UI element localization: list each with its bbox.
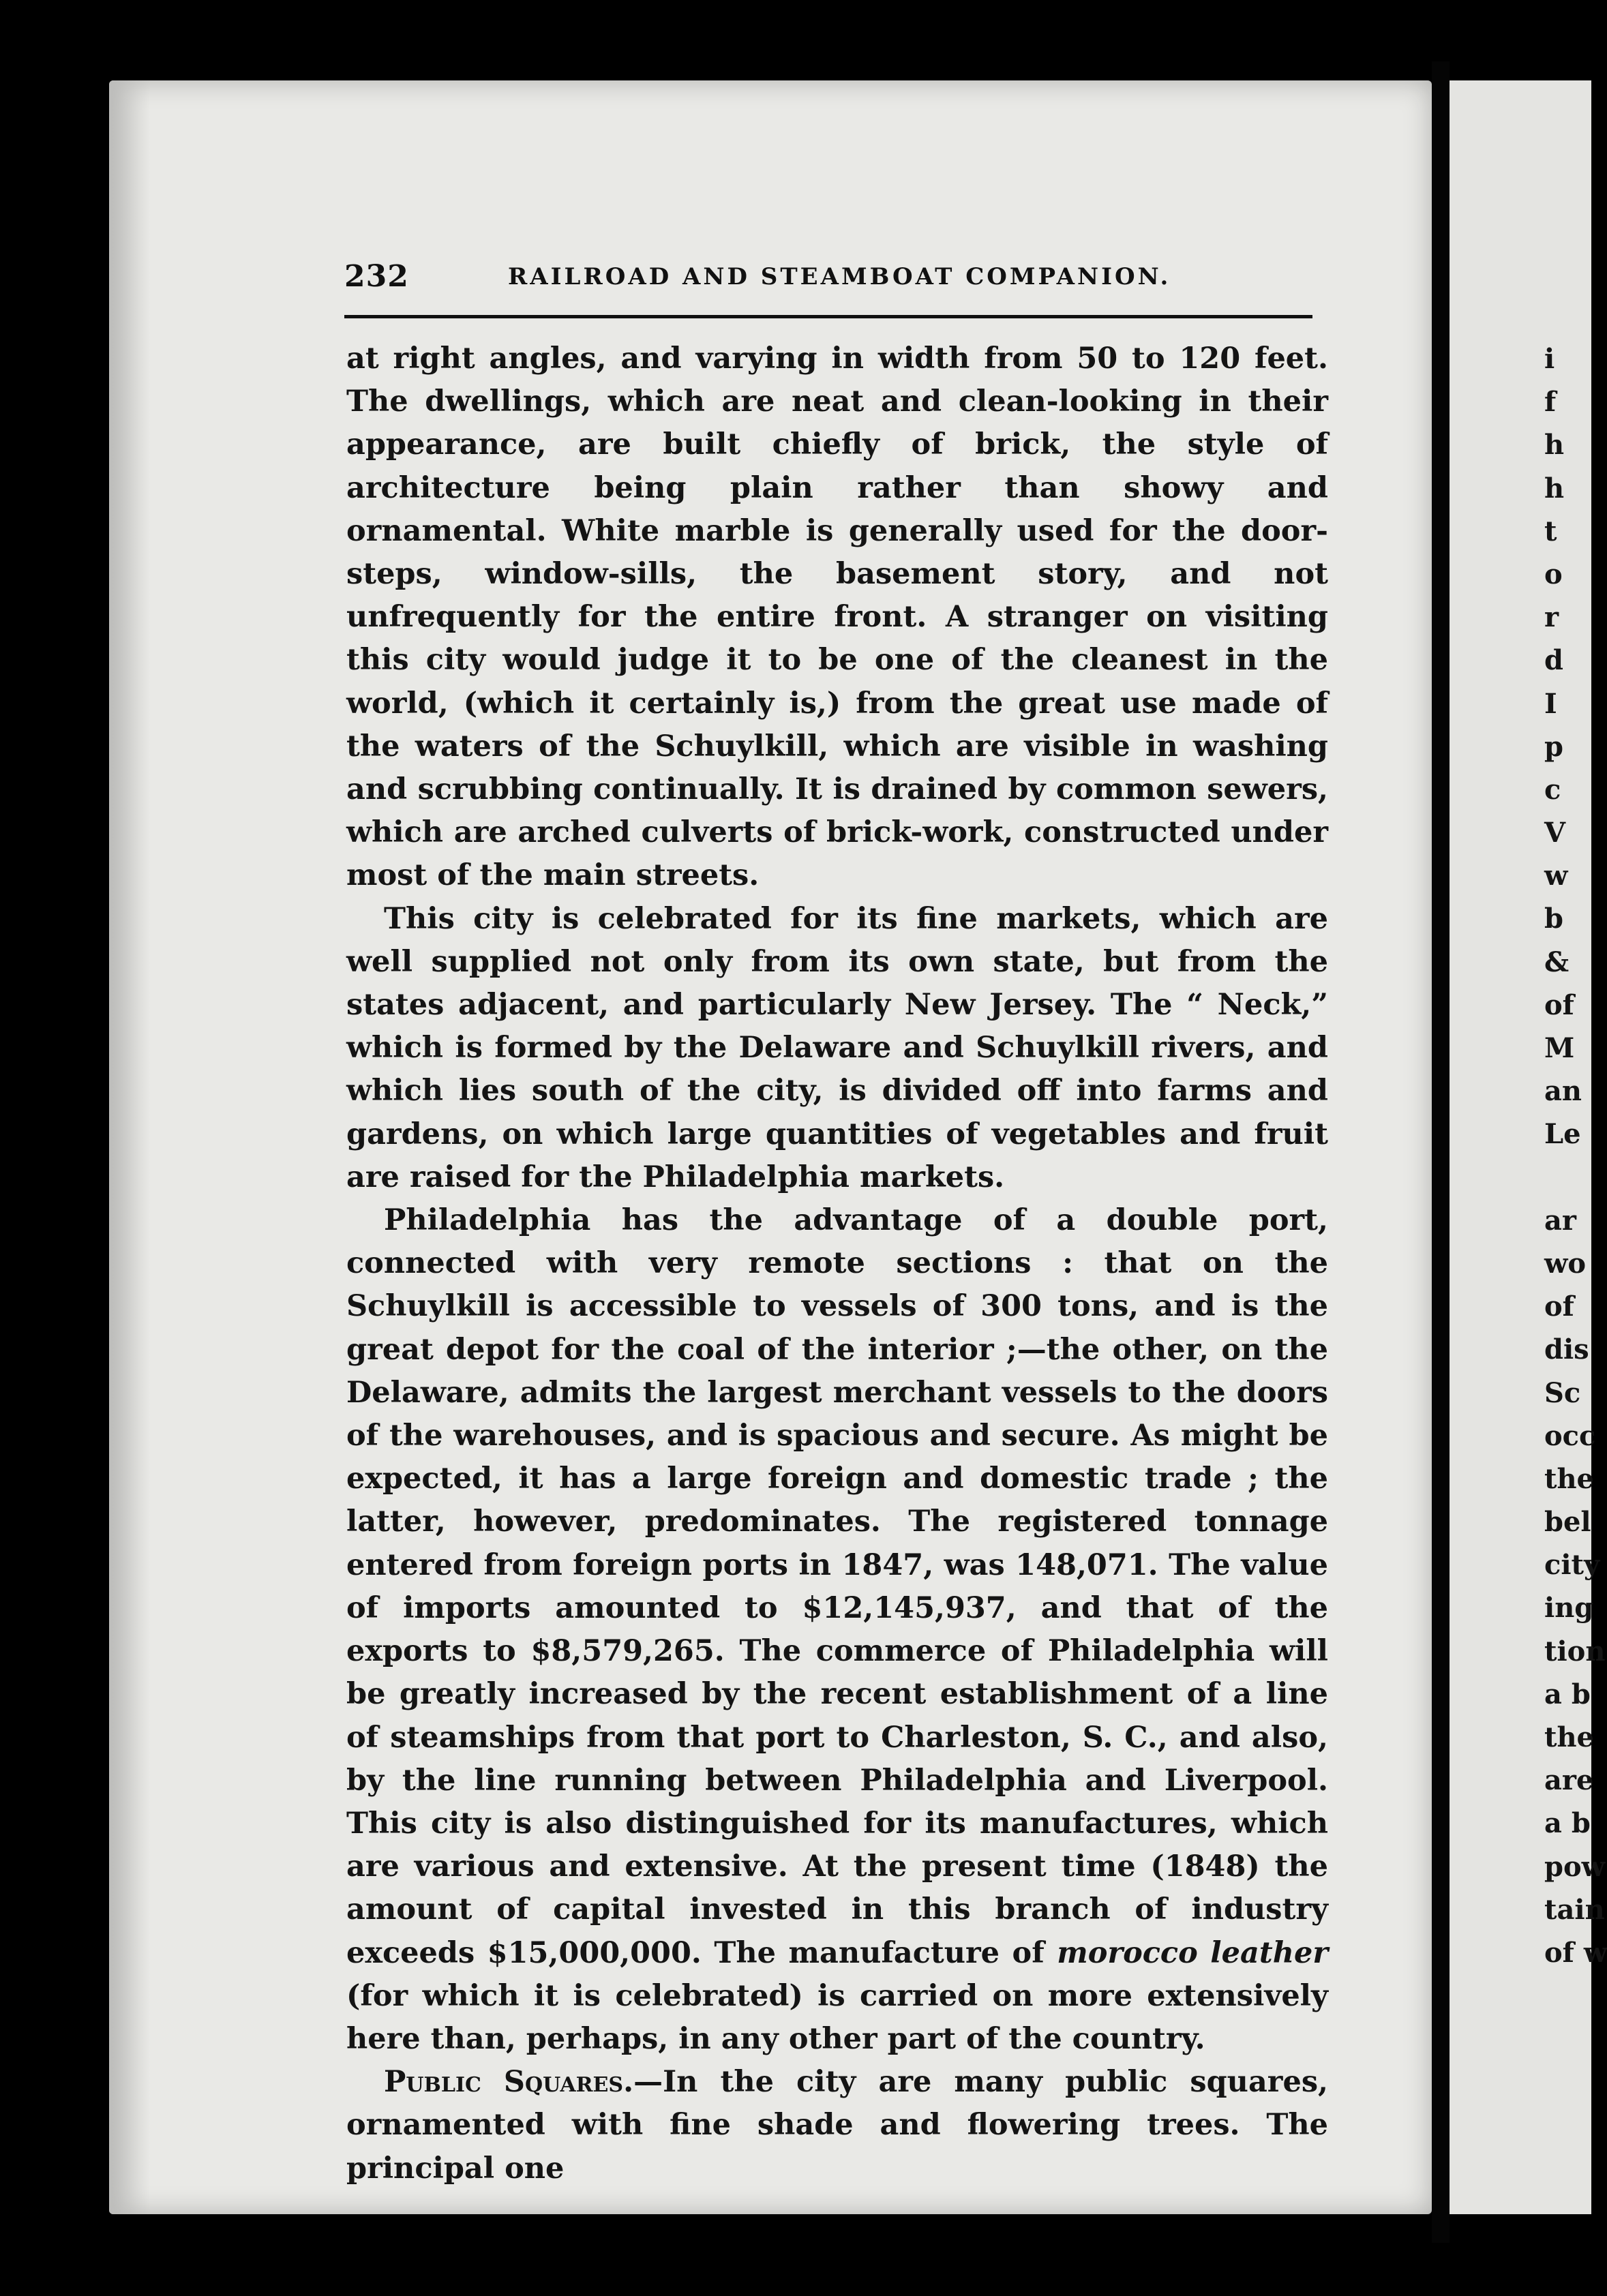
page-divider <box>1432 61 1450 2243</box>
paragraph-1 <box>346 337 1328 898</box>
facing-page-line: d <box>1544 644 1563 677</box>
facing-page-line: M <box>1544 1032 1575 1064</box>
facing-page-line <box>1544 1156 1591 1199</box>
facing-page-line: city <box>1544 1549 1600 1582</box>
paragraph-1-text: at right angles, and varying in width from 50 to 120 feet. The dwellings, which are neat and clean-looking in their appearance, are built chiefly of brick, the style of architecture being plain rather than showy and ornamental. White marble is generally used for the door-steps, window-sills, the basement story, and not unfrequently for the entire front. A stranger on visiting this city would judge it to be one of the cleanest in the world, (which it certainly is,) from the great use made of the waters of the Schuylkill, which are visible in washing and scrubbing continually. It is drained by common sewers, which are arched culverts of brick-work, constructed under most of the main streets. <box>346 342 1328 893</box>
facing-page-line: h <box>1544 472 1565 504</box>
facing-page-line: tion <box>1544 1635 1606 1667</box>
facing-page-line: ing <box>1544 1592 1594 1625</box>
facing-page-line: w <box>1544 860 1568 892</box>
facing-page-line: & <box>1544 946 1570 978</box>
body-text <box>346 337 1328 2190</box>
facing-page-line: tain <box>1544 1893 1605 1926</box>
facing-page-line: Sc <box>1544 1376 1581 1409</box>
facing-page-line: b <box>1544 903 1563 935</box>
running-head <box>344 259 1347 307</box>
facing-page-line: the <box>1544 1721 1595 1753</box>
facing-page-line: occ <box>1544 1419 1596 1452</box>
facing-page-line: bel <box>1544 1506 1591 1539</box>
facing-page-line: t <box>1544 515 1557 547</box>
facing-page-line: c <box>1544 773 1561 806</box>
paragraph-2-text: This city is celebrated for its fine markets, which are well supplied not only from its own state, but from the states adjacent, and particularly New Jersey. The “ Neck,” which is formed by the Delaware and Schuylkill rivers, and which lies south of the city, is divided off into farms and gardens, on which large quantities of vegetables and fruit are raised for the Philadelphia markets. <box>346 901 1328 1194</box>
facing-page-line: i <box>1544 343 1555 375</box>
facing-page-line: ar <box>1544 1204 1576 1237</box>
facing-page-line: o <box>1544 558 1563 590</box>
facing-page-line: V <box>1544 817 1566 849</box>
facing-page-line: an <box>1544 1075 1582 1108</box>
facing-page-line: I <box>1544 687 1557 720</box>
paragraph-2 <box>346 898 1328 1199</box>
facing-page-line: the <box>1544 1462 1595 1495</box>
facing-page-line: are <box>1544 1764 1594 1797</box>
facing-page-line: Le <box>1544 1118 1581 1151</box>
facing-page-line: h <box>1544 429 1565 462</box>
paragraph-4-text: —In the city are many public squares, ornamented with fine shade and flowering trees. The principal one <box>346 2065 1328 2186</box>
paragraph-3-italic: morocco leather <box>1057 1935 1328 1970</box>
facing-page-line: a b <box>1544 1807 1591 1840</box>
facing-page-text <box>1544 337 1607 1974</box>
facing-page-line: of w <box>1544 1936 1607 1969</box>
facing-page-line: f <box>1544 386 1557 419</box>
facing-page-line: wo <box>1544 1247 1587 1280</box>
facing-page-line: dis <box>1544 1333 1589 1366</box>
facing-page-line: p <box>1544 730 1563 763</box>
facing-page-line: of <box>1544 988 1574 1021</box>
page-number: 232 <box>344 259 409 294</box>
running-title: RAILROAD AND STEAMBOAT COMPANION. <box>508 263 1171 290</box>
page-gutter-shadow <box>109 80 150 2214</box>
paragraph-3-text-a: Philadelphia has the advantage of a double port, connected with very remote sections : that on the Schuylkill is accessible to vessels of 300 tons, and is the great depot for the coal of the interior ;—the other, on the Delaware, admits the largest merchant vessels to the doors of the warehouses, and is spacious and secure. As might be expected, it has a large foreign and domestic trade ; the latter, however, predominates. The registered tonnage entered from foreign ports in 1847, was 148,071. The value of imports amounted to $12,145,937, and that of the exports to $8,579,265. The commerce of Philadelphia will be greatly increased by the recent establishment of a line of steamships from that port to Charleston, S. C., and also, by the line running between Philadelphia and Liverpool. This city is also distinguished for its manufactures, which are various and extensive. At the present time (1848) the amount of capital invested in this branch of industry exceeds $15,000,000. The manufacture of <box>346 1203 1328 1970</box>
facing-page-line: of <box>1544 1290 1574 1323</box>
header-rule <box>344 315 1312 318</box>
facing-page-line: pow <box>1544 1850 1606 1883</box>
facing-page-line: r <box>1544 601 1559 634</box>
paragraph-4 <box>346 2061 1328 2190</box>
facing-page-line: a b <box>1544 1678 1591 1710</box>
paragraph-3 <box>346 1199 1328 2061</box>
section-heading-public-squares: Public Squares. <box>384 2065 634 2100</box>
paragraph-3-text-b: (for which it is celebrated) is carried on more extensively here than, perhaps, in any other part of the country. <box>346 1978 1328 2056</box>
